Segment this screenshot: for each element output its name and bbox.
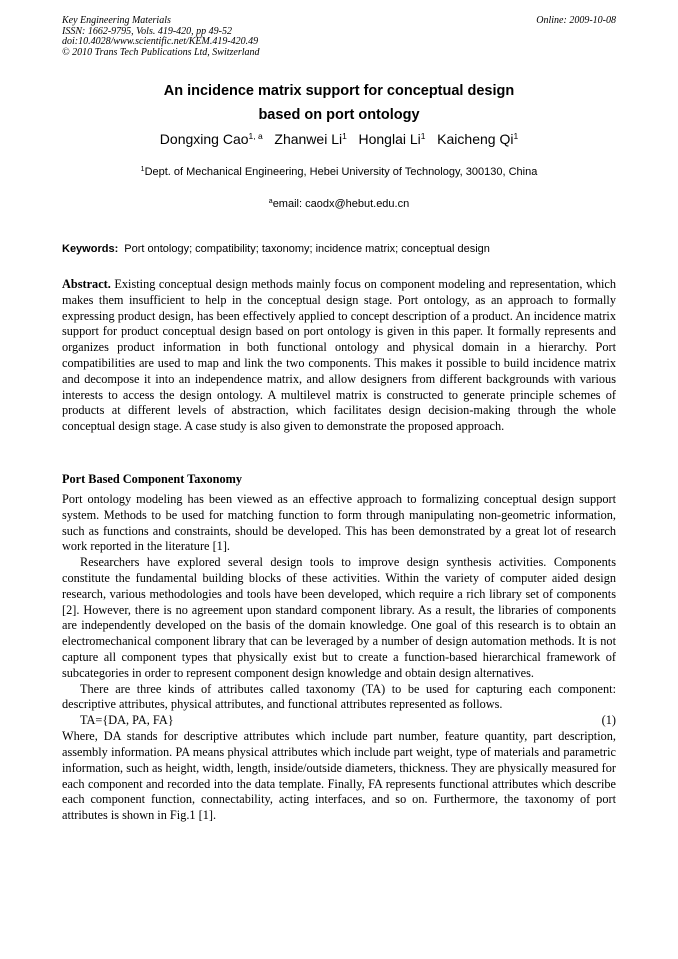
abstract [62,277,616,435]
affiliation-text: Dept. of Mechanical Engineering, Hebei University of Technology, 300130, China [144,166,538,178]
journal-header [62,16,616,58]
section-heading: Port Based Component Taxonomy [62,472,243,486]
journal-name: Key Engineering Materials [62,15,171,26]
online-date: Online: 2009-10-08 [536,15,616,26]
affiliation [62,164,616,180]
email-mark: a [268,198,273,205]
paragraph: Where, DA stands for descriptive attributes which include part number, feature quantity, part description, assembly information. PA means physical attributes which include part weight, type of materials and parametric information, such as height, width, length, inside/outside diameters, thickness. They are physically measured for each component and recorded into the data template. Finally, FA represents functional attributes which describe each component function, connectability, acting interfaces, and so on. Furthermore, the taxonomy of port attributes is shown in Fig.1 [1]. [62,729,616,823]
paper-title-line-1: An incidence matrix support for conceptual design [163,83,515,99]
author-name: Zhanwei Li [274,131,343,147]
paragraph: There are three kinds of attributes called taxonomy (TA) to be used for capturing each component: descriptive attributes, physical attributes, and functional attributes represented as follows. [62,681,616,712]
contact-email [62,196,616,212]
author-affiliation-mark: 1 [342,131,347,141]
email-text: email: caodx@hebut.edu.cn [272,198,410,210]
abstract-text: Existing conceptual design methods mainly focus on component modeling and representation, which makes them insufficient to help in the conceptual design stage. Port ontology, as an approach to formally expressing product design, has been effectively applied to concept description of a product. An incidence matrix support for product conceptual design based on port ontology is given in this paper. It formally represents and organizes product information in both functional ontology and physical domain in a hierarchy. Port compatibilities are used to map and link the two components. This makes it possible to build incidence matrix and decompose it into an independence matrix, and allow designers from different backgrounds with various interests to access the design ontology. A multilevel matrix is constructed to generate principle schemes of products at different levels of abstraction, which facilitates design decision-making through the whole conceptual design stage. A case study is also given to demonstrate the proposed approach. [62,277,617,434]
equation-number: (1) [601,713,616,728]
doi-line: doi:10.4028/www.scientific.net/KEM.419-420.49 [62,36,259,47]
keywords [62,242,616,257]
copyright-line: © 2010 Trans Tech Publications Ltd, Switzerland [62,46,260,58]
author-name: Dongxing Cao [159,131,249,147]
paragraph: Researchers have explored several design tools to improve design synthesis activities. Components constitute the fundamental building blocks of these activities. Within the variety of computer aided design research, various methodologies and tools have been developed, which require a rich library set of components [2]. However, there is no agreement upon standard component library. As a result, the libraries of components are independently developed on the basis of the domain knowledge. One goal of this research is to obtain an electromechanical component library that can be leveraged by a number of design automation methods. It is not capture all component types that physically exist but to create a function-based hierarchical framework of subcategories in order to represent component design knowledge and obtain design alternatives. [62,555,616,680]
issn-line: ISSN: 1662-9795, Vols. 419-420, pp 49-52 [62,25,232,37]
keywords-text: Port ontology; compatibility; taxonomy; incidence matrix; conceptual design [124,243,490,255]
equation-text: TA={DA, PA, FA} [80,713,174,728]
section-body [62,492,616,824]
affiliation-mark: 1 [140,166,145,173]
equation [62,713,616,729]
author-affiliation-mark: 1, a [248,131,263,141]
author-affiliation-mark: 1 [420,131,426,141]
author-name: Honglai Li [358,131,421,147]
author-affiliation-mark: 1 [513,131,519,141]
keywords-label: Keywords: [62,243,119,255]
author-name: Kaicheng Qi [437,131,514,147]
abstract-label: Abstract. [62,277,111,291]
paragraph: Port ontology modeling has been viewed as an effective approach to formalizing conceptual design support system. Methods to be used for matching function to form through manipulating non-geometric information, such as functions and constraints, should be developed. This has been demonstrated by a great lot of research work reported in the literature [1]. [62,492,616,554]
author-list [62,128,616,150]
paper-title-line-2: based on port ontology [258,107,420,123]
